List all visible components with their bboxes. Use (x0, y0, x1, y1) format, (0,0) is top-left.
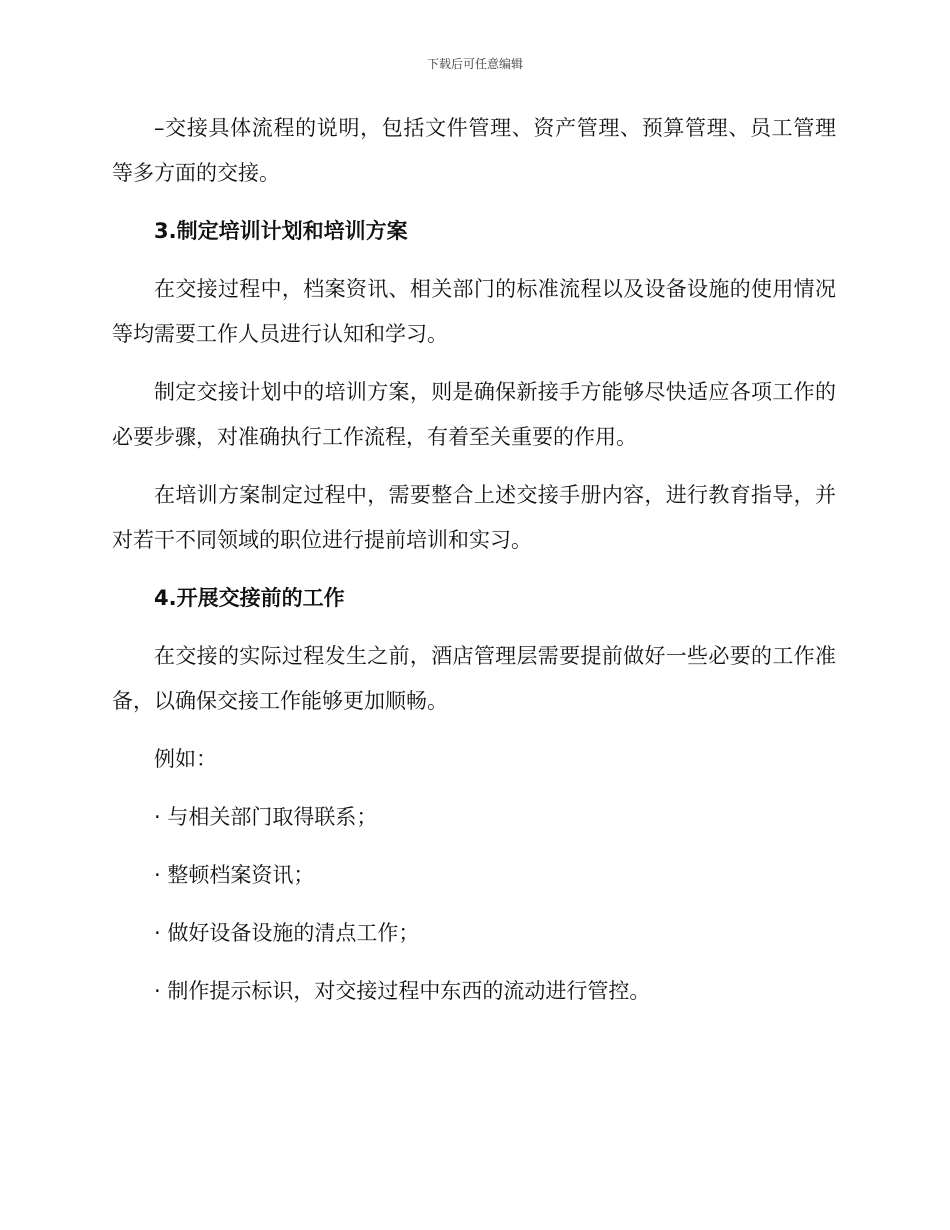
paragraph-training-plan: 制定交接计划中的培训方案，则是确保新接手方能够尽快适应各项工作的必要步骤，对准确执行工作流程，有着至关重要的作用。 (112, 380, 836, 449)
page-header: 下载后可任意编辑 (426, 57, 523, 71)
section-heading-3: 3.制定培训计划和培训方案 (154, 219, 408, 243)
paragraph-pre-handover: 在交接的实际过程发生之前，酒店管理层需要提前做好一些必要的工作准备，以确保交接工作能够更加顺畅。 (112, 644, 836, 713)
section-heading-4: 4.开展交接前的工作 (154, 586, 345, 610)
paragraph-training-intro: 在交接过程中，档案资讯、相关部门的标准流程以及设备设施的使用情况等均需要工作人员进行认知和学习。 (112, 277, 836, 346)
document-body (112, 106, 836, 1027)
paragraph-handover-process: –交接具体流程的说明，包括文件管理、资产管理、预算管理、员工管理等多方面的交接。 (112, 116, 836, 185)
paragraph-training-process: 在培训方案制定过程中，需要整合上述交接手册内容，进行教育指导，并对若干不同领域的职位进行提前培训和实习。 (112, 483, 836, 552)
paragraph-example-label: 例如： (154, 747, 217, 771)
list-item: · 整顿档案资讯； (154, 863, 315, 887)
list-item: · 做好设备设施的清点工作； (154, 921, 420, 945)
list-item: · 制作提示标识，对交接过程中东西的流动进行管控。 (154, 979, 651, 1003)
list-item: · 与相关部门取得联系； (154, 805, 378, 829)
